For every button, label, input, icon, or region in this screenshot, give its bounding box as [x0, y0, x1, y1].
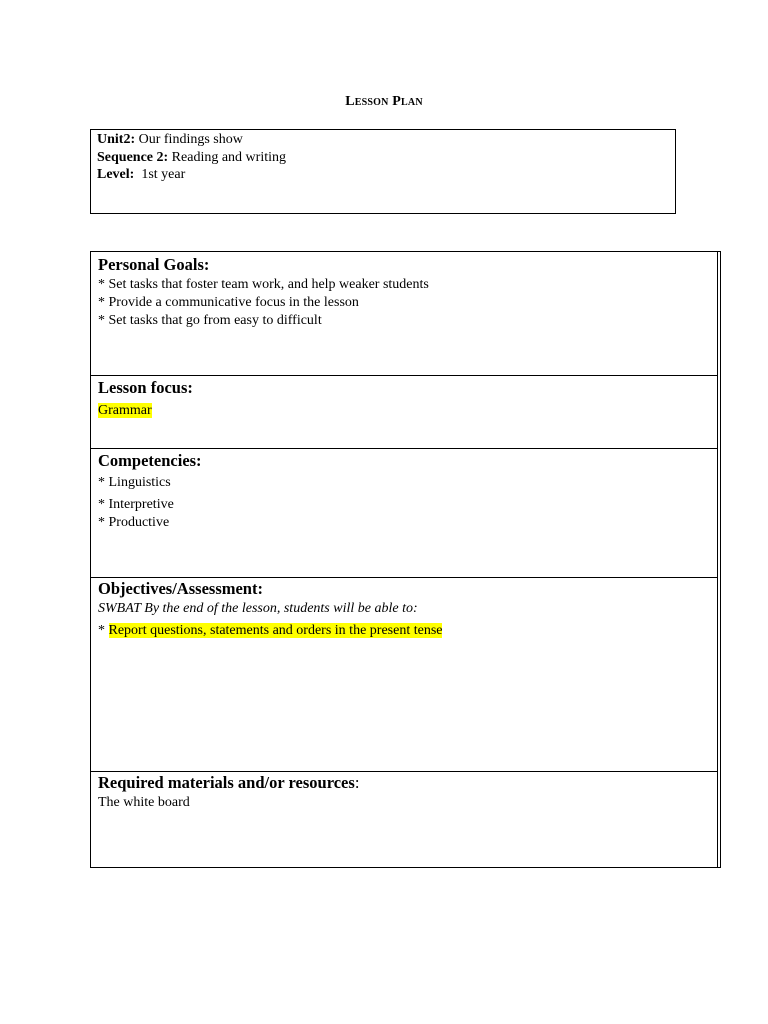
- objectives-intro: SWBAT By the end of the lesson, students will be able to:: [98, 601, 418, 616]
- unit-value: Our findings show: [135, 132, 243, 147]
- personal-goals-section: [91, 252, 717, 376]
- materials-title: Required materials and/or resources: [98, 773, 355, 792]
- level-value: 1st year: [134, 167, 186, 182]
- lesson-focus-value: Grammar: [98, 403, 152, 418]
- objectives-title: Objectives/Assessment:: [98, 579, 263, 598]
- competencies-section: [91, 449, 717, 578]
- materials-colon: :: [354, 773, 360, 792]
- level-label: Level:: [97, 167, 135, 182]
- competency-item: * Interpretive: [98, 497, 174, 512]
- page-title: Lesson Plan: [345, 94, 423, 109]
- personal-goals-title: Personal Goals:: [98, 255, 210, 274]
- materials-section: [91, 772, 717, 868]
- personal-goal-item: * Provide a communicative focus in the lesson: [98, 295, 359, 310]
- lesson-plan-table: [90, 251, 721, 868]
- competencies-title: Competencies:: [98, 451, 202, 470]
- objectives-section: [91, 578, 717, 772]
- objective-bullet: *: [98, 623, 109, 638]
- sequence-line: [97, 149, 669, 167]
- materials-title-line: [98, 772, 710, 794]
- table-inner: [91, 252, 718, 867]
- lesson-focus-section: [91, 376, 717, 449]
- lesson-focus-title: Lesson focus:: [98, 378, 193, 397]
- objective-text: Report questions, statements and orders in the present tense: [108, 623, 443, 638]
- competency-item: * Productive: [98, 515, 170, 530]
- unit-info-box: [90, 129, 676, 214]
- materials-value: The white board: [98, 795, 190, 810]
- level-line: [97, 166, 669, 184]
- objective-item: [98, 622, 710, 640]
- competency-item: * Linguistics: [98, 475, 171, 490]
- sequence-value: Reading and writing: [168, 149, 286, 165]
- personal-goal-item: * Set tasks that foster team work, and help weaker students: [98, 277, 429, 292]
- unit-label: Unit2:: [97, 132, 136, 147]
- unit-line: [97, 131, 669, 149]
- lesson-focus-line: [98, 402, 710, 420]
- personal-goal-item: * Set tasks that go from easy to difficult: [98, 313, 322, 328]
- sequence-label: Sequence 2:: [97, 149, 169, 165]
